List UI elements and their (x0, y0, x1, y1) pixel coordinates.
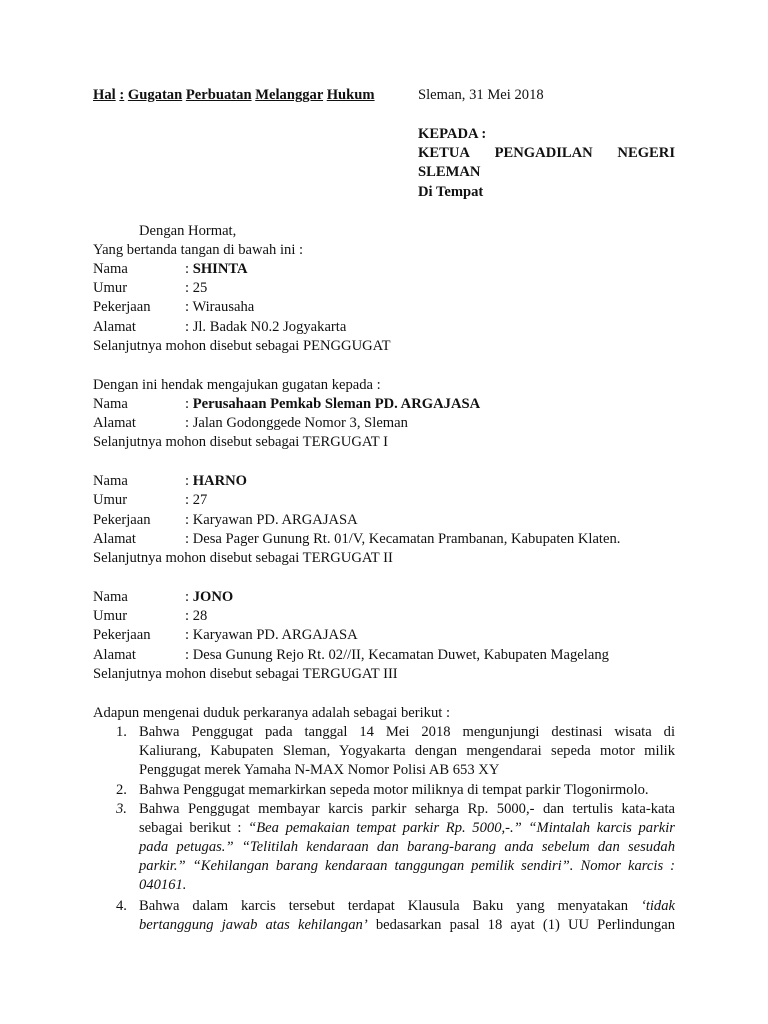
place-date: Sleman, 31 Mei 2018 (418, 87, 544, 103)
defendant3-alamat-value: : Desa Gunung Rejo Rt. 02//II, Kecamatan Duwet, Kabupaten Magelang (185, 647, 609, 663)
plaintiff-umur-label: Umur (93, 280, 128, 296)
defendant2-nama-label: Nama (93, 473, 128, 489)
defendants-intro: Dengan ini hendak mengajukan gugatan kepada : (93, 377, 381, 393)
defendant3-pekerjaan-value: : Karyawan PD. ARGAJASA (185, 627, 358, 643)
item3-line-3-italic: pada petugas.” “Telitilah kendaraan dan barang-barang anda sebelum dan sesudah (139, 839, 675, 855)
item1-number: 1. (116, 724, 127, 740)
defendant3-umur-label: Umur (93, 608, 128, 624)
recipient-line-2: SLEMAN (418, 164, 481, 180)
defendant2-nama-value: HARNO (192, 473, 248, 489)
kepada-label: KEPADA : (418, 126, 487, 142)
item3-line-4-italic: parkir.” “Kehilangan barang kendaraan tanggungan pemilik sendiri”. Nomor karcis : (139, 858, 675, 874)
item4-line-1 (139, 897, 675, 916)
defendant2-pekerjaan-label: Pekerjaan (93, 512, 151, 528)
item4-line-2-italic: bertanggung jawab atas kehilangan’ (139, 917, 368, 933)
defendant1-nama-label: Nama (93, 396, 128, 412)
item4-line-1-plain: Bahwa dalam karcis tersebut terdapat Klausula Baku yang menyatakan (139, 898, 641, 914)
defendant3-nama-value: JONO (192, 589, 234, 605)
defendant1-alamat-label: Alamat (93, 415, 136, 431)
item3-line-1: Bahwa Penggugat membayar karcis parkir seharga Rp. 5000,- dan tertulis kata-kata (139, 801, 675, 817)
defendant2-alamat-value: : Desa Pager Gunung Rt. 01/V, Kecamatan Prambanan, Kabupaten Klaten. (185, 531, 621, 547)
plaintiff-nama-label: Nama (93, 261, 128, 277)
item4-text (139, 897, 675, 935)
defendant2-nama-row: : HARNO (185, 473, 248, 489)
item1-text (139, 723, 675, 780)
item2-number: 2. (116, 782, 127, 798)
item3-line-5-italic: 040161. (139, 877, 187, 893)
recipient-word-3: NEGERI (617, 145, 675, 161)
intro-text: Yang bertanda tangan di bawah ini : (93, 242, 304, 258)
defendant3-closing: Selanjutnya mohon disebut sebagai TERGUGAT III (93, 666, 398, 682)
item4-line-2-plain: bedasarkan pasal 18 ayat (1) UU Perlindungan (367, 917, 676, 933)
subject-word-4: Hukum (326, 87, 375, 103)
recipient-word-1: KETUA (418, 145, 470, 161)
defendant1-alamat-value: : Jalan Godonggede Nomor 3, Sleman (185, 415, 408, 431)
plaintiff-pekerjaan-label: Pekerjaan (93, 299, 151, 315)
plaintiff-nama-value: SHINTA (192, 261, 248, 277)
item3-line-4 (139, 857, 675, 876)
defendant2-umur-label: Umur (93, 492, 128, 508)
defendant3-pekerjaan-label: Pekerjaan (93, 627, 151, 643)
greeting: Dengan Hormat, (139, 223, 237, 239)
item3-number: 3. (116, 801, 127, 817)
recipient-line-3: Di Tempat (418, 184, 484, 200)
defendant3-umur-value: : 28 (185, 608, 208, 624)
plaintiff-nama-row: : SHINTA (185, 261, 248, 277)
item3-line-5 (139, 876, 675, 895)
subject-word-2: Perbuatan (185, 87, 252, 103)
item3-text (139, 800, 675, 895)
subject-line (93, 86, 375, 105)
plaintiff-alamat-label: Alamat (93, 319, 136, 335)
hal-colon: : (119, 87, 125, 103)
item2-text (139, 781, 675, 800)
item1-line-2: Kaliurang, Kabupaten Sleman, Yogyakarta dengan mengendarai sepeda motor milik (139, 743, 675, 759)
defendant1-nama-value: Perusahaan Pemkab Sleman PD. ARGAJASA (192, 396, 481, 412)
defendant1-closing: Selanjutnya mohon disebut sebagai TERGUGAT I (93, 434, 388, 450)
item3-line-3 (139, 838, 675, 857)
item1-line-1: Bahwa Penggugat pada tanggal 14 Mei 2018 mengunjungi destinasi wisata di (139, 724, 675, 740)
item4-line-1-italic: ‘tidak (640, 898, 675, 914)
subject-word-1: Gugatan (127, 87, 183, 103)
plaintiff-umur-value: : 25 (185, 280, 208, 296)
subject-word-3: Melanggar (255, 87, 324, 103)
defendant3-nama-row: : JONO (185, 589, 234, 605)
item4-number: 4. (116, 898, 127, 914)
defendant2-closing: Selanjutnya mohon disebut sebagai TERGUGAT II (93, 550, 393, 566)
defendant3-nama-label: Nama (93, 589, 128, 605)
item3-line-2-plain: sebagai berikut : (139, 820, 249, 836)
plaintiff-alamat-value: : Jl. Badak N0.2 Jogyakarta (185, 319, 347, 335)
defendant1-nama-row: : Perusahaan Pemkab Sleman PD. ARGAJASA (185, 396, 481, 412)
item3-line-2 (139, 819, 675, 838)
defendant2-pekerjaan-value: : Karyawan PD. ARGAJASA (185, 512, 358, 528)
item3-line-2-italic: “Bea pemakaian tempat parkir Rp. 5000,-.” “Mintalah karcis parkir (248, 820, 675, 836)
item2-line-1: Bahwa Penggugat memarkirkan sepeda motor miliknya di tempat parkir Tlogonirmolo. (139, 782, 649, 798)
defendant2-umur-value: : 27 (185, 492, 208, 508)
hal-label: Hal (93, 87, 116, 103)
item4-line-2 (139, 916, 675, 935)
plaintiff-pekerjaan-value: : Wirausaha (185, 299, 255, 315)
plaintiff-closing: Selanjutnya mohon disebut sebagai PENGGUGAT (93, 338, 391, 354)
defendant2-alamat-label: Alamat (93, 531, 136, 547)
recipient-line-1 (418, 144, 675, 163)
recipient-word-2: PENGADILAN (494, 145, 593, 161)
item1-line-3: Penggugat merek Yamaha N-MAX Nomor Polisi AB 653 XY (139, 762, 500, 778)
defendant3-alamat-label: Alamat (93, 647, 136, 663)
case-intro: Adapun mengenai duduk perkaranya adalah sebagai berikut : (93, 705, 451, 721)
